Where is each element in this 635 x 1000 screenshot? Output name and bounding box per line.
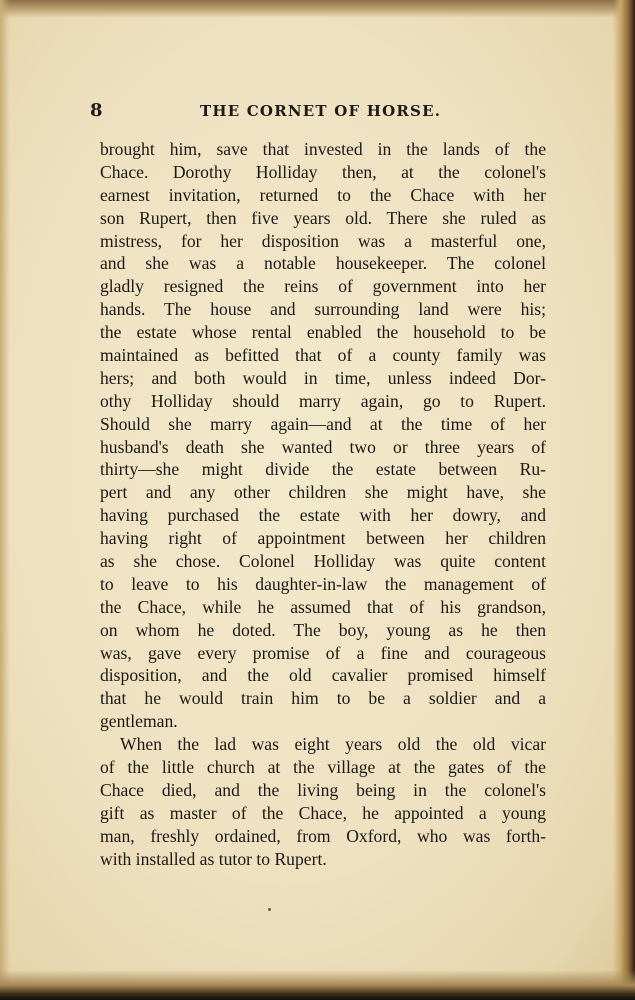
text-line: earnest invitation, returned to the Chace with her (100, 184, 546, 205)
text-line: with installed as tutor to Rupert. (100, 848, 327, 869)
text-line: gentleman. (100, 711, 178, 732)
page-right-edge (613, 0, 635, 1000)
text-line: as she chose. Colonel Holliday was quite content (100, 551, 546, 572)
text-line: the estate whose rental enabled the household to be (100, 322, 546, 343)
text-line: thirty—she might divide the estate between Ru- (100, 459, 546, 480)
running-head: THE CORNET OF HORSE. (200, 102, 442, 120)
text-line: and she was a notable housekeeper. The colonel (100, 253, 546, 274)
text-line: disposition, and the old cavalier promised himself (100, 665, 546, 686)
text-line: Chace died, and the living being in the colonel's (100, 779, 546, 800)
text-line: othy Holliday should marry again, go to Rupert. (100, 390, 546, 411)
text-line: having purchased the estate with her dowry, and (100, 505, 546, 526)
text-line: husband's death she wanted two or three years of (100, 436, 546, 457)
text-line: was, gave every promise of a fine and courageous (100, 642, 546, 663)
page-number: 8 (90, 100, 103, 121)
paper-speck (268, 908, 271, 911)
text-line: maintained as befitted that of a county family was (100, 345, 546, 366)
text-line: gift as master of the Chace, he appointed a young (100, 802, 546, 823)
text-line: pert and any other children she might have, she (100, 482, 546, 503)
text-line: on whom he doted. The boy, young as he then (100, 619, 546, 640)
body-text (100, 138, 546, 871)
text-line: mistress, for her disposition was a masterful one, (100, 230, 546, 251)
text-line: Should she marry again—and at the time of her (100, 413, 546, 434)
page-left-edge (0, 0, 10, 1000)
page-top-shadow (0, 0, 635, 18)
text-line: man, freshly ordained, from Oxford, who was forth- (100, 825, 546, 846)
text-line: the Chace, while he assumed that of his grandson, (100, 596, 546, 617)
page-header (90, 100, 550, 124)
text-line: that he would train him to be a soldier and a (100, 688, 546, 709)
text-line: of the little church at the village at the gates of the (100, 757, 546, 778)
text-line: to leave to his daughter-in-law the management of (100, 573, 546, 594)
text-line: Chace. Dorothy Holliday then, at the colonel's (100, 161, 546, 182)
text-line: hands. The house and surrounding land were his; (100, 299, 546, 320)
page-bottom-edge (0, 970, 635, 1000)
text-line: son Rupert, then five years old. There she ruled as (100, 207, 546, 228)
text-line: brought him, save that invested in the lands of the (100, 139, 546, 159)
paragraph (100, 733, 546, 870)
text-line: When the lad was eight years old the old vicar (120, 734, 546, 755)
paragraph (100, 138, 546, 733)
text-line: gladly resigned the reins of government into her (100, 276, 546, 297)
text-line: hers; and both would in time, unless indeed Dor- (100, 367, 546, 388)
text-line: having right of appointment between her children (100, 528, 546, 549)
